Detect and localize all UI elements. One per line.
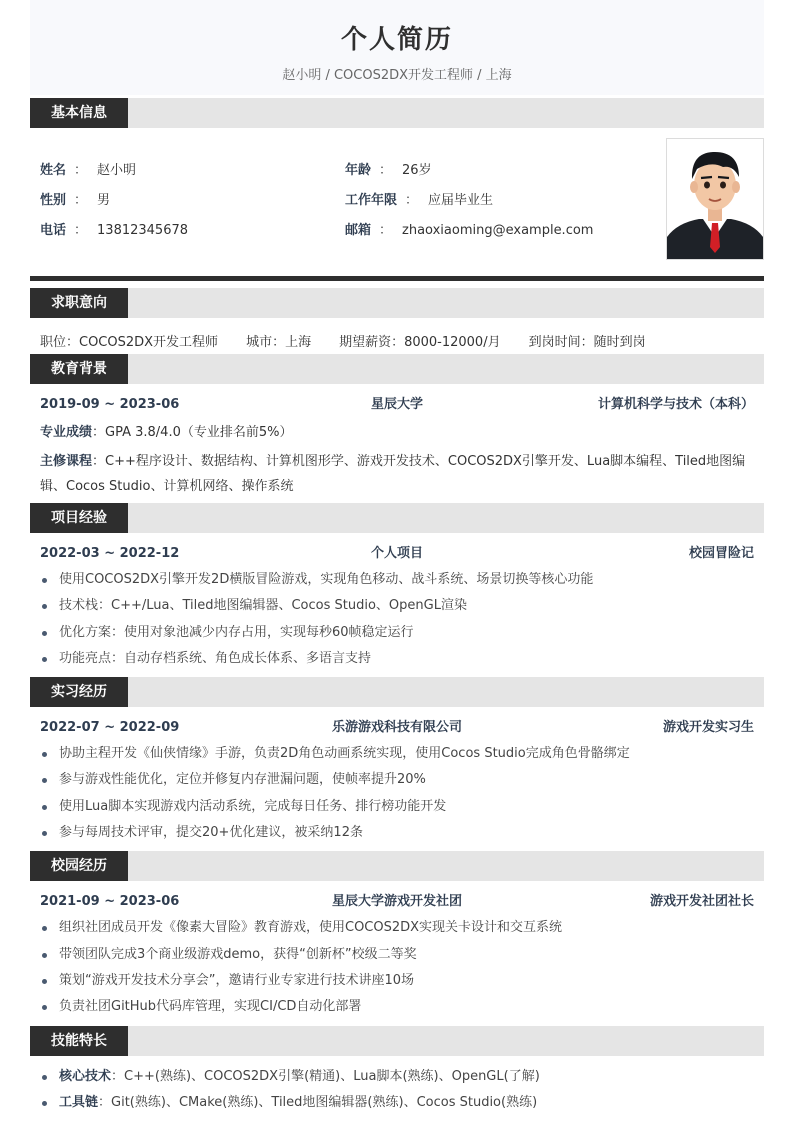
section-skills xyxy=(30,1026,764,1056)
campus-bullets xyxy=(30,915,764,1020)
project-row xyxy=(30,541,764,567)
info-age: 年龄 ： 26岁 xyxy=(345,163,432,178)
section-title: 实习经历 xyxy=(30,677,128,707)
info-experience: 工作年限 ： 应届毕业生 xyxy=(345,193,494,208)
intent-start: 到岗时间：随时到岗 xyxy=(528,335,646,350)
education-row xyxy=(30,392,764,418)
section-job-intent xyxy=(30,288,764,318)
list-item: 技术栈：C++/Lua、Tiled地图编辑器、Cocos Studio、OpenGL渲染 xyxy=(40,593,764,619)
list-item: 带领团队完成3个商业级游戏demo，获得“创新杯”校级二等奖 xyxy=(40,942,764,968)
project-bullets xyxy=(30,567,764,672)
campus-row xyxy=(30,889,764,915)
internship-row xyxy=(30,715,764,741)
section-title: 技能特长 xyxy=(30,1026,128,1056)
list-item: 参与每周技术评审，提交20+优化建议，被采纳12条 xyxy=(40,820,764,846)
section-internship xyxy=(30,677,764,707)
project-name: 校园冒险记 xyxy=(688,546,754,561)
education-school: 星辰大学 xyxy=(370,397,423,412)
list-item: 工具链：Git(熟练)、CMake(熟练)、Tiled地图编辑器(熟练)、Cocos Studio(熟练) xyxy=(40,1090,764,1116)
education-courses: 主修课程：C++程序设计、数据结构、计算机图形学、游戏开发技术、COCOS2DX引擎开发、Lua脚本编程、Tiled地图编辑、Cocos Studio、计算机网络、操作系统 xyxy=(40,454,746,494)
section-project xyxy=(30,503,764,533)
section-title: 项目经验 xyxy=(30,503,128,533)
project-org: 个人项目 xyxy=(370,546,423,561)
job-intent xyxy=(30,318,764,354)
section-campus xyxy=(30,851,764,881)
campus-date: 2021-09 ~ 2023-06 xyxy=(40,894,180,910)
resume-title: 个人简历 xyxy=(340,25,453,55)
resume-subtitle: 赵小明 / COCOS2DX开发工程师 / 上海 xyxy=(282,68,512,83)
section-title: 求职意向 xyxy=(30,288,128,318)
campus-org: 星辰大学游戏开发社团 xyxy=(331,894,462,910)
internship-company: 乐游游戏科技有限公司 xyxy=(331,720,462,736)
list-item: 使用Lua脚本实现游戏内活动系统，完成每日任务、排行榜功能开发 xyxy=(40,794,764,820)
list-item: 策划“游戏开发技术分享会”，邀请行业专家进行技术讲座10场 xyxy=(40,968,764,994)
intent-salary: 期望薪资：8000-12000/月 xyxy=(339,335,501,350)
avatar-photo xyxy=(666,138,764,260)
education-grade: 专业成绩：GPA 3.8/4.0（专业排名前5%） xyxy=(40,425,293,440)
avatar-illustration xyxy=(667,139,763,259)
list-item: 使用COCOS2DX引擎开发2D横版冒险游戏，实现角色移动、战斗系统、场景切换等核心功能 xyxy=(40,567,764,593)
list-item: 负责社团GitHub代码库管理，实现CI/CD自动化部署 xyxy=(40,994,764,1020)
info-phone: 电话 ： 13812345678 xyxy=(40,223,189,238)
list-item: 协助主程开发《仙侠情缘》手游，负责2D角色动画系统实现，使用Cocos Studio完成角色骨骼绑定 xyxy=(40,741,764,767)
section-title: 基本信息 xyxy=(30,98,128,128)
resume-header xyxy=(30,0,764,95)
skills-list xyxy=(30,1064,764,1117)
section-education xyxy=(30,354,764,384)
section-title: 校园经历 xyxy=(30,851,128,881)
campus-role: 游戏开发社团社长 xyxy=(649,894,754,910)
info-gender: 性别 ： 男 xyxy=(40,193,111,208)
list-item: 核心技术：C++(熟练)、COCOS2DX引擎(精通)、Lua脚本(熟练)、OpenGL(了解) xyxy=(40,1064,764,1090)
section-divider xyxy=(30,276,764,281)
info-name: 姓名 ： 赵小明 xyxy=(40,163,137,178)
basic-info xyxy=(30,128,764,288)
list-item: 参与游戏性能优化，定位并修复内存泄漏问题，使帧率提升20% xyxy=(40,767,764,793)
resume-page xyxy=(30,0,764,1123)
intent-city: 城市：上海 xyxy=(246,335,312,350)
info-email: 邮箱 ： zhaoxiaoming@example.com xyxy=(345,223,594,238)
list-item: 功能亮点：自动存档系统、角色成长体系、多语言支持 xyxy=(40,646,764,672)
section-basic-info xyxy=(30,98,764,128)
education-major: 计算机科学与技术（本科） xyxy=(597,397,754,412)
section-title: 教育背景 xyxy=(30,354,128,384)
list-item: 优化方案：使用对象池减少内存占用，实现每秒60帧稳定运行 xyxy=(40,620,764,646)
internship-role: 游戏开发实习生 xyxy=(662,720,754,736)
internship-bullets xyxy=(30,741,764,846)
list-item: 组织社团成员开发《像素大冒险》教育游戏，使用COCOS2DX实现关卡设计和交互系统 xyxy=(40,915,764,941)
education-date: 2019-09 ~ 2023-06 xyxy=(40,397,180,412)
internship-date: 2022-07 ~ 2022-09 xyxy=(40,720,180,736)
project-date: 2022-03 ~ 2022-12 xyxy=(40,546,180,561)
intent-position: 职位：COCOS2DX开发工程师 xyxy=(40,335,219,350)
